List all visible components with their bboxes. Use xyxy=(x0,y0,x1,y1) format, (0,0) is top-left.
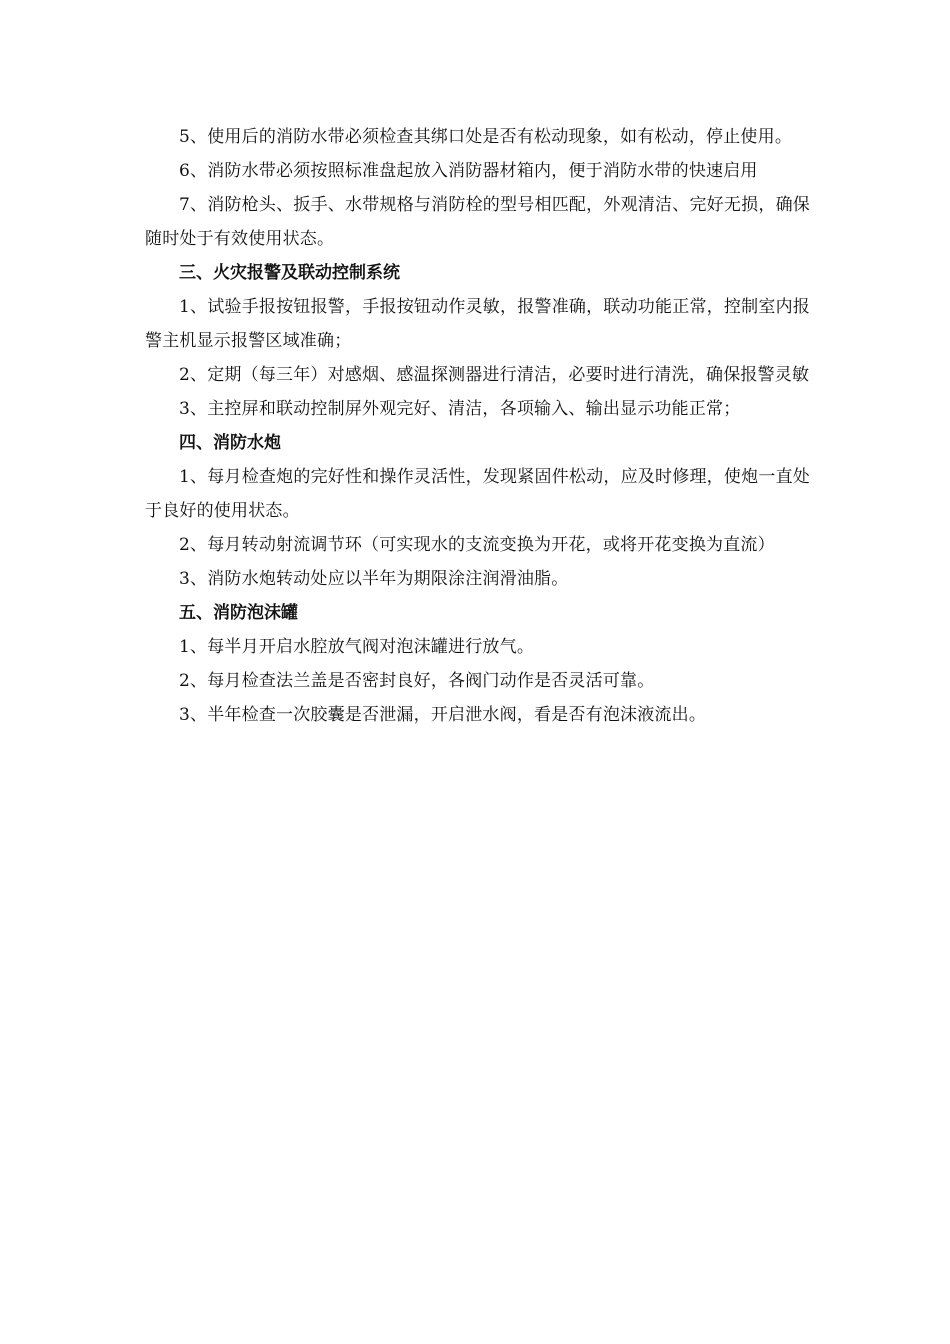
hose-item-5: 5、使用后的消防水带必须检查其绑口处是否有松动现象，如有松动，停止使用。 xyxy=(179,127,793,147)
hose-item-6: 6、消防水带必须按照标准盘起放入消防器材箱内，便于消防水带的快速启用 xyxy=(179,161,758,181)
alarm-item-2: 2、定期（每三年）对感烟、感温探测器进行清洁，必要时进行清洗，确保报警灵敏 xyxy=(179,365,810,385)
alarm-item-1: 1、试验手报按钮报警，手报按钮动作灵敏，报警准确，联动功能正常，控制室内报警主机显示报警区域准确； xyxy=(145,297,810,351)
section-heading-foam: 五、消防泡沫罐 xyxy=(179,603,298,623)
section-heading-cannon: 四、消防水炮 xyxy=(179,433,281,453)
section-heading-alarm: 三、火灾报警及联动控制系统 xyxy=(179,263,400,283)
foam-item-2: 2、每月检查法兰盖是否密封良好，各阀门动作是否灵活可靠。 xyxy=(179,671,655,691)
cannon-item-2: 2、每月转动射流调节环（可实现水的支流变换为开花，或将开花变换为直流） xyxy=(179,535,775,555)
foam-item-3: 3、半年检查一次胶囊是否泄漏，开启泄水阀，看是否有泡沫液流出。 xyxy=(179,705,707,725)
document-body xyxy=(145,120,810,732)
foam-item-1: 1、每半月开启水腔放气阀对泡沫罐进行放气。 xyxy=(179,637,535,657)
alarm-item-3: 3、主控屏和联动控制屏外观完好、清洁，各项输入、输出显示功能正常； xyxy=(179,399,741,419)
hose-item-7: 7、消防枪头、扳手、水带规格与消防栓的型号相匹配，外观清洁、完好无损，确保随时处于有效使用状态。 xyxy=(145,195,810,249)
cannon-item-3: 3、消防水炮转动处应以半年为期限涂注润滑油脂。 xyxy=(179,569,569,589)
cannon-item-1: 1、每月检查炮的完好性和操作灵活性，发现紧固件松动，应及时修理，使炮一直处于良好的使用状态。 xyxy=(145,467,810,521)
